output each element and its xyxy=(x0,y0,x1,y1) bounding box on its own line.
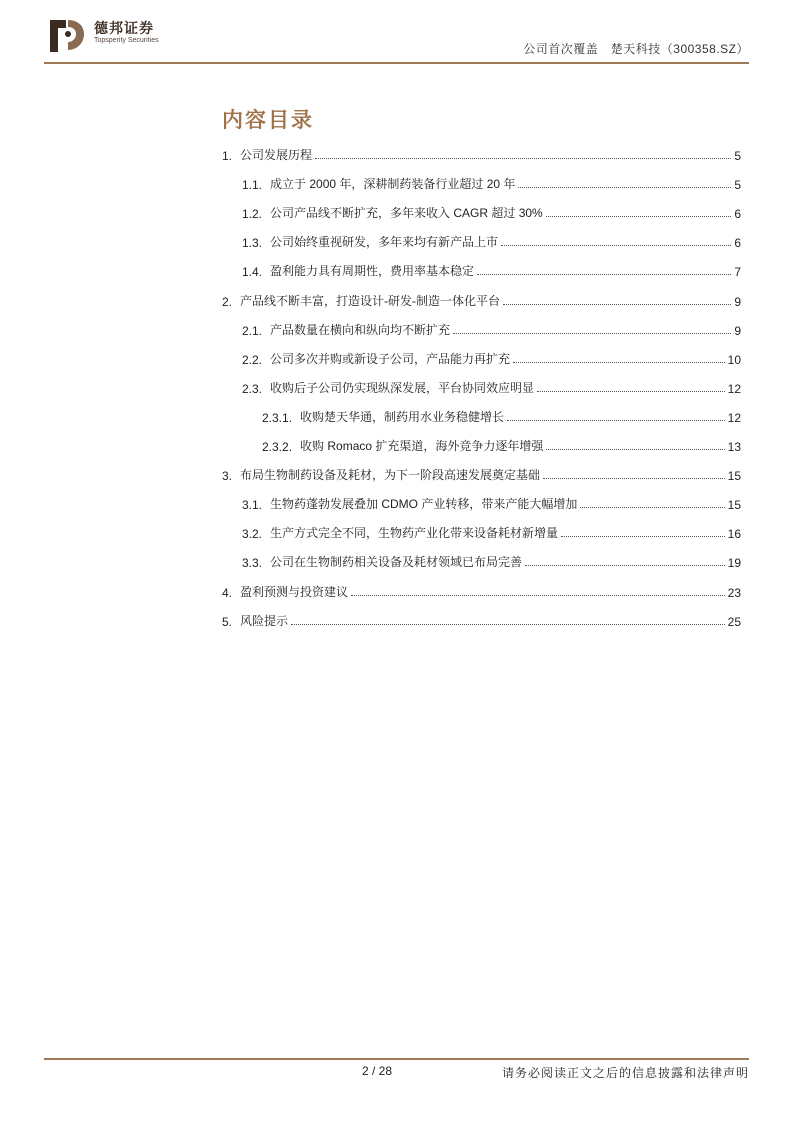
toc-entry-title: 公司发展历程 xyxy=(240,148,313,162)
toc-entry[interactable] xyxy=(242,203,741,221)
toc-entry-title: 公司始终重视研发，多年来均有新产品上市 xyxy=(270,235,499,250)
toc-entry[interactable] xyxy=(242,523,741,541)
toc-entry-page: 9 xyxy=(734,294,741,309)
toc-entry[interactable] xyxy=(222,582,741,600)
toc-entry-number: 1.2. xyxy=(242,207,263,222)
toc-entry-title: 生物药蓬勃发展叠加 CDMO 产业转移，带来产能大幅增加 xyxy=(270,497,578,512)
toc-entry[interactable] xyxy=(242,494,741,512)
toc-entry[interactable] xyxy=(242,349,741,367)
toc-leader-dots xyxy=(315,158,731,159)
toc-entry-page: 12 xyxy=(727,381,741,396)
toc-entry-page: 7 xyxy=(734,265,741,280)
page-number: 2 / 28 xyxy=(362,1064,393,1078)
toc-entry-page: 12 xyxy=(727,410,741,425)
toc-entry-title: 收购楚天华通，制药用水业务稳健增长 xyxy=(300,409,505,424)
toc-entry-title: 收购后子公司仍实现纵深发展，平台协同效应明显 xyxy=(270,380,535,395)
toc-entry-title: 盈利能力具有周期性，费用率基本稳定 xyxy=(270,264,475,279)
company-logo-icon xyxy=(44,14,88,58)
report-title: 公司首次覆盖 楚天科技（300358.SZ） xyxy=(523,42,749,56)
toc-entry-number: 2.2. xyxy=(242,352,263,367)
toc-entry-title: 产品数量在横向和纵向均不断扩充 xyxy=(270,322,451,337)
toc-entry-number: 2. xyxy=(222,294,233,309)
toc-entry-page: 15 xyxy=(727,498,741,513)
toc-entry-page: 23 xyxy=(727,585,741,600)
toc-entry-number: 3.3. xyxy=(242,556,263,571)
toc-leader-dots xyxy=(477,274,731,275)
toc-leader-dots xyxy=(351,595,725,596)
toc-leader-dots xyxy=(525,565,725,566)
toc-entry-number: 2.3.2. xyxy=(262,440,293,454)
toc-leader-dots xyxy=(546,449,724,450)
toc-entry-page: 6 xyxy=(734,236,741,251)
toc-entry-number: 1.4. xyxy=(242,265,263,280)
toc-entry-page: 5 xyxy=(734,178,741,193)
toc-entry-title: 布局生物制药设备及耗材，为下一阶段高速发展奠定基础 xyxy=(240,468,541,483)
toc-entry[interactable] xyxy=(242,552,741,570)
toc-leader-dots xyxy=(543,478,725,479)
toc-entry-number: 3.1. xyxy=(242,498,263,513)
toc-entry-title: 成立于 2000 年，深耕制药装备行业超过 20 年 xyxy=(270,177,516,192)
toc-title: 内容目录 xyxy=(222,107,314,132)
toc-entry[interactable] xyxy=(242,174,741,192)
toc-entry[interactable] xyxy=(262,436,741,454)
toc-entry-page: 15 xyxy=(727,469,741,484)
toc-entry-page: 13 xyxy=(727,440,741,454)
toc-entry-number: 5. xyxy=(222,614,233,629)
toc-entry-title: 公司在生物制药相关设备及耗材领域已布局完善 xyxy=(270,555,523,570)
toc-leader-dots xyxy=(503,304,731,305)
toc-entry[interactable] xyxy=(242,232,741,250)
toc-entry[interactable] xyxy=(262,407,741,425)
toc-entry-number: 4. xyxy=(222,585,233,600)
toc-entry[interactable] xyxy=(242,320,741,338)
toc-entry-title: 公司产品线不断扩充，多年来收入 CAGR 超过 30% xyxy=(270,206,543,221)
toc-entry-page: 16 xyxy=(727,527,741,542)
toc-entry-page: 6 xyxy=(734,207,741,222)
page-header xyxy=(44,14,749,62)
logo-name-cn: 德邦证券 xyxy=(94,20,154,36)
toc-entry-number: 3.2. xyxy=(242,527,263,542)
toc-leader-dots xyxy=(507,420,725,421)
toc-leader-dots xyxy=(501,245,731,246)
toc-entry-number: 2.1. xyxy=(242,323,263,338)
toc-entry-title: 风险提示 xyxy=(240,613,289,628)
toc-entry-page: 10 xyxy=(727,352,741,367)
toc-entry-page: 19 xyxy=(727,556,741,571)
toc-leader-dots xyxy=(561,536,725,537)
toc-leader-dots xyxy=(580,507,724,508)
toc-entry-number: 1. xyxy=(222,149,233,163)
disclaimer-note: 请务必阅读正文之后的信息披露和法律声明 xyxy=(501,1066,749,1080)
toc-leader-dots xyxy=(453,333,731,334)
toc-entry[interactable] xyxy=(242,378,741,396)
toc-entry[interactable] xyxy=(222,291,741,309)
toc-entry[interactable] xyxy=(222,465,741,483)
toc-entry-number: 1.3. xyxy=(242,236,263,251)
toc-entry-page: 25 xyxy=(727,614,741,629)
toc-leader-dots xyxy=(537,391,725,392)
toc-entry-number: 2.3.1. xyxy=(262,410,293,425)
logo-name-en: Topsperity Securities xyxy=(94,37,159,44)
toc-leader-dots xyxy=(546,216,732,217)
toc-entry-number: 3. xyxy=(222,469,233,484)
toc-entry-title: 收购 Romaco 扩充渠道，海外竞争力逐年增强 xyxy=(300,439,544,453)
toc-entry-page: 9 xyxy=(734,323,741,338)
header-divider xyxy=(44,62,749,64)
toc-entry[interactable] xyxy=(242,261,741,279)
toc-entry-number: 1.1. xyxy=(242,178,263,193)
toc-entry-title: 盈利预测与投资建议 xyxy=(240,584,349,599)
toc-entry[interactable] xyxy=(222,611,741,629)
footer-divider xyxy=(44,1058,749,1060)
toc-entry-title: 产品线不断丰富，打造设计-研发-制造一体化平台 xyxy=(240,293,501,308)
toc-leader-dots xyxy=(518,187,731,188)
toc-entry-page: 5 xyxy=(734,149,741,163)
toc-leader-dots xyxy=(513,362,725,363)
toc-entry-number: 2.3. xyxy=(242,381,263,396)
toc-entry[interactable] xyxy=(222,145,741,163)
toc-entry-title: 公司多次并购或新设子公司，产品能力再扩充 xyxy=(270,351,511,366)
toc-leader-dots xyxy=(291,624,725,625)
toc-entry-title: 生产方式完全不同，生物药产业化带来设备耗材新增量 xyxy=(270,526,559,541)
